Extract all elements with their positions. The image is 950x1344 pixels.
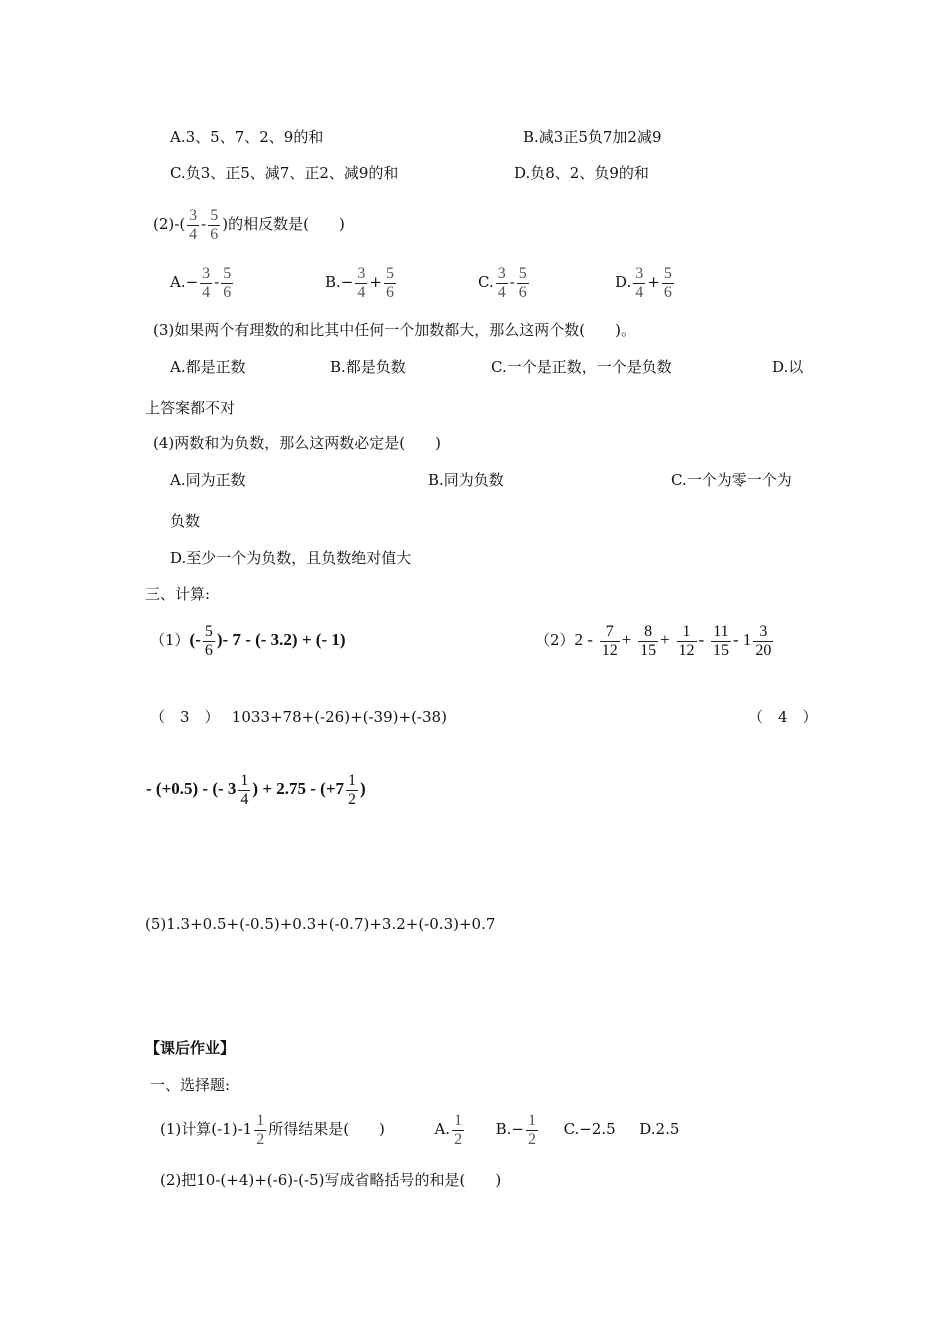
- q3-stem: (3)如果两个有理数的和比其中任何一个加数都大，那么这两个数( )。: [153, 321, 636, 339]
- section3-title: 三、计算:: [145, 585, 211, 603]
- homework-q1: (1)计算(-1)-1 $\frac{1}{2}$ 所得结果是( ) A. $\frac{1}{2}$ B.− $\frac{1}{2}$ C.−2.5 D.2.5: [160, 1111, 680, 1148]
- homework-section-title: 一、选择题:: [150, 1076, 231, 1094]
- q1-option-b: B.减3正5负7加2减9: [523, 128, 662, 146]
- q2-option-b: B.− $\frac{3}{4}$ + $\frac{5}{6}$: [325, 264, 394, 301]
- q3-option-d-continued: 上答案都不对: [145, 399, 236, 417]
- q4-option-c-continued: 负数: [170, 512, 201, 530]
- q3-option-c: C.一个是正数，一个是负数: [491, 358, 672, 376]
- calc-problem-2: （2）2 - $\frac{7}{12}$ + $\frac{8}{15}$ + $\frac{1}{12}$ - $\frac{11}{15}$ - 1 $\frac{3}{20}$: [535, 622, 772, 659]
- q2-option-c: C. $\frac{3}{4}$ - $\frac{5}{6}$: [478, 264, 527, 301]
- q1-option-c: C.负3、正5、减7、正2、减9的和: [170, 164, 399, 182]
- q2-stem: (2)-( $\frac{3}{4}$ - $\frac{5}{6}$ )的相反数是( ): [153, 206, 345, 243]
- q4-option-c: C.一个为零一个为: [671, 471, 792, 489]
- q1-option-a: A.3、5、7、2、9的和: [170, 128, 324, 146]
- q4-option-a: A.同为正数: [170, 471, 246, 489]
- q4-option-b: B.同为负数: [428, 471, 504, 489]
- calc-problem-1: （1）(- $\frac{5}{6}$ )- 7 - (- 3.2) + (- 1): [150, 622, 346, 659]
- calc-problem-5: (5)1.3+0.5+(-0.5)+0.3+(-0.7)+3.2+(-0.3)+0.7: [145, 915, 496, 933]
- q4-option-d: D.至少一个为负数，且负数绝对值大: [170, 549, 412, 567]
- calc-problem-4-label: （ 4 ）: [748, 708, 818, 726]
- homework-title: 【课后作业】: [145, 1039, 236, 1057]
- q4-stem: (4)两数和为负数，那么这两数必定是( ): [153, 434, 441, 452]
- q3-option-d: D.以: [772, 358, 804, 376]
- calc-problem-3: （ 3 ） 1033+78+(-26)+(-39)+(-38): [150, 708, 447, 726]
- homework-q2: (2)把10-(+4)+(-6)-(-5)写成省略括号的和是( ): [160, 1171, 502, 1189]
- q3-option-b: B.都是负数: [330, 358, 406, 376]
- q3-option-a: A.都是正数: [170, 358, 246, 376]
- q2-option-d: D. $\frac{3}{4}$ + $\frac{5}{6}$: [615, 264, 672, 301]
- calc-problem-4: - (+0.5) - (- 3 $\frac{1}{4}$ ) + 2.75 - (+7 $\frac{1}{2}$ ): [146, 771, 366, 808]
- q1-option-d: D.负8、2、负9的和: [514, 164, 649, 182]
- q2-option-a: A.− $\frac{3}{4}$ - $\frac{5}{6}$: [170, 264, 232, 301]
